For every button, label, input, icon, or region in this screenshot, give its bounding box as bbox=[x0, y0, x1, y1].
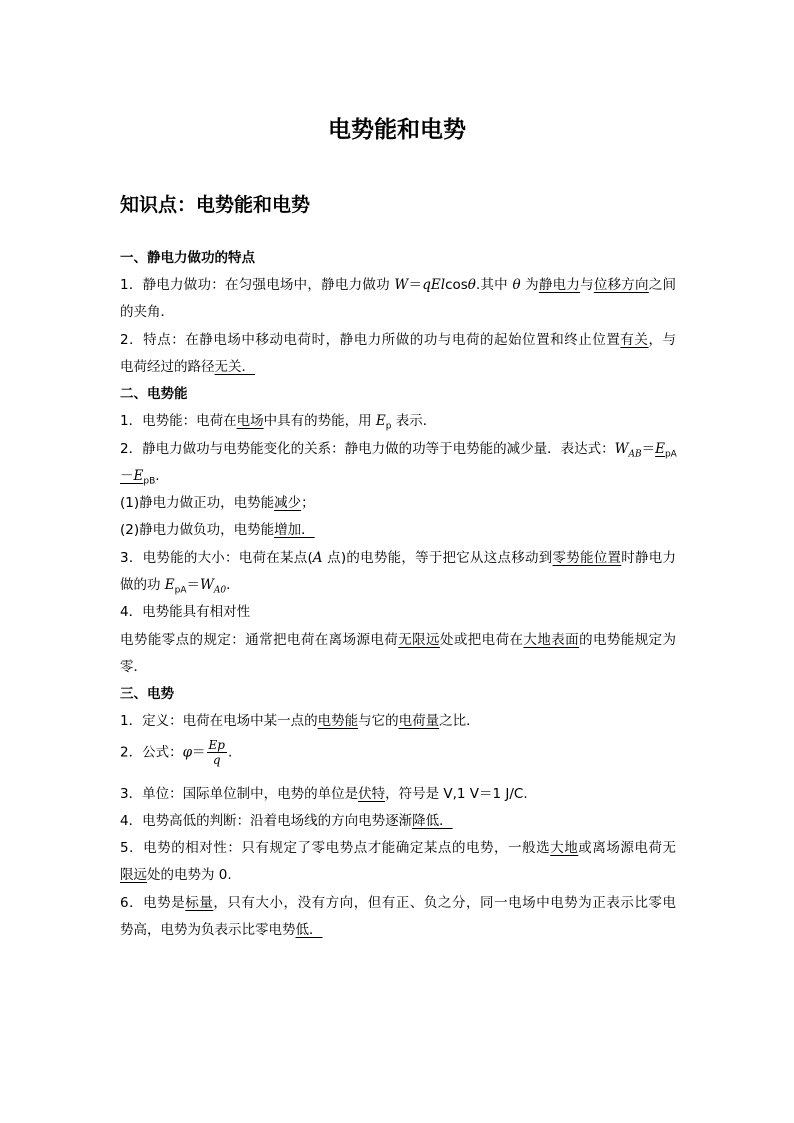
paragraph-line: 零． bbox=[120, 659, 147, 675]
paragraph-line: 2．特点：在静电场中移动电荷时，静电力所做的功与电荷的起始位置和终止位置有关，与 bbox=[120, 332, 677, 348]
paragraph-line: 做的功 $E_{pA}=W_{A0}$. bbox=[120, 577, 231, 596]
paragraph-line: 1．定义：电荷在电场中某一点的电势能与它的电荷量之比． bbox=[120, 713, 480, 729]
paragraph-line: 电荷经过的路径无关． bbox=[120, 359, 255, 375]
paragraph-line: $-E_{pB}$. bbox=[120, 468, 160, 487]
section-heading: 知识点：电势能和电势 bbox=[120, 194, 311, 216]
paragraph-line: (2)静电力做负功，电势能增加． bbox=[120, 522, 315, 538]
paragraph-line: 的夹角． bbox=[120, 304, 174, 320]
potential-fraction: $\frac{Ep}{q}$ bbox=[208, 738, 225, 767]
formula-line: 2．公式：φ＝ $\frac{Ep}{q}$ . bbox=[120, 738, 233, 767]
paragraph-line: 2．静电力做功与电势能变化的关系：静电力做的功等于电势能的减少量．表达式：$W_{AB}=E_{pA}$ bbox=[120, 441, 677, 460]
paragraph-line: 势高，电势为负表示比零电势低． bbox=[120, 922, 323, 938]
paragraph-line: 4．电势能具有相对性 bbox=[120, 604, 251, 620]
paragraph-line: 1．静电力做功：在匀强电场中，静电力做功 W＝qElcosθ.其中 θ 为静电力与位移方向之间 bbox=[120, 277, 677, 293]
paragraph-line: 3．单位：国际单位制中，电势的单位是伏特，符号是 V,1 V＝1 J/C. bbox=[120, 786, 528, 802]
paragraph-line: 5．电势的相对性：只有规定了零电势点才能确定某点的电势，一般选大地或离场源电荷无 bbox=[120, 840, 677, 856]
paragraph-line: 3．电势能的大小：电荷在某点(A 点)的电势能，等于把它从这点移动到零势能位置时静电力 bbox=[120, 550, 677, 566]
paragraph-line: 电势能零点的规定：通常把电荷在离场源电荷无限远处或把电荷在大地表面的电势能规定为 bbox=[120, 632, 677, 648]
subheading-potential-energy: 二、电势能 bbox=[120, 386, 188, 402]
paragraph-line: 限远处的电势为 0. bbox=[120, 867, 232, 883]
paragraph-line: (1)静电力做正功，电势能减少； bbox=[120, 495, 315, 511]
paragraph-line: 6．电势是标量，只有大小，没有方向，但有正、负之分，同一电场中电势为正表示比零电 bbox=[120, 895, 677, 911]
subheading-work-features: 一、静电力做功的特点 bbox=[120, 250, 255, 266]
page-title: 电势能和电势 bbox=[328, 117, 466, 143]
paragraph-line: 1．电势能：电荷在电场中具有的势能，用 $E_p$ 表示． bbox=[120, 413, 437, 432]
paragraph-line: 4．电势高低的判断：沿着电场线的方向电势逐渐降低． bbox=[120, 813, 453, 829]
subheading-potential: 三、电势 bbox=[120, 686, 174, 702]
